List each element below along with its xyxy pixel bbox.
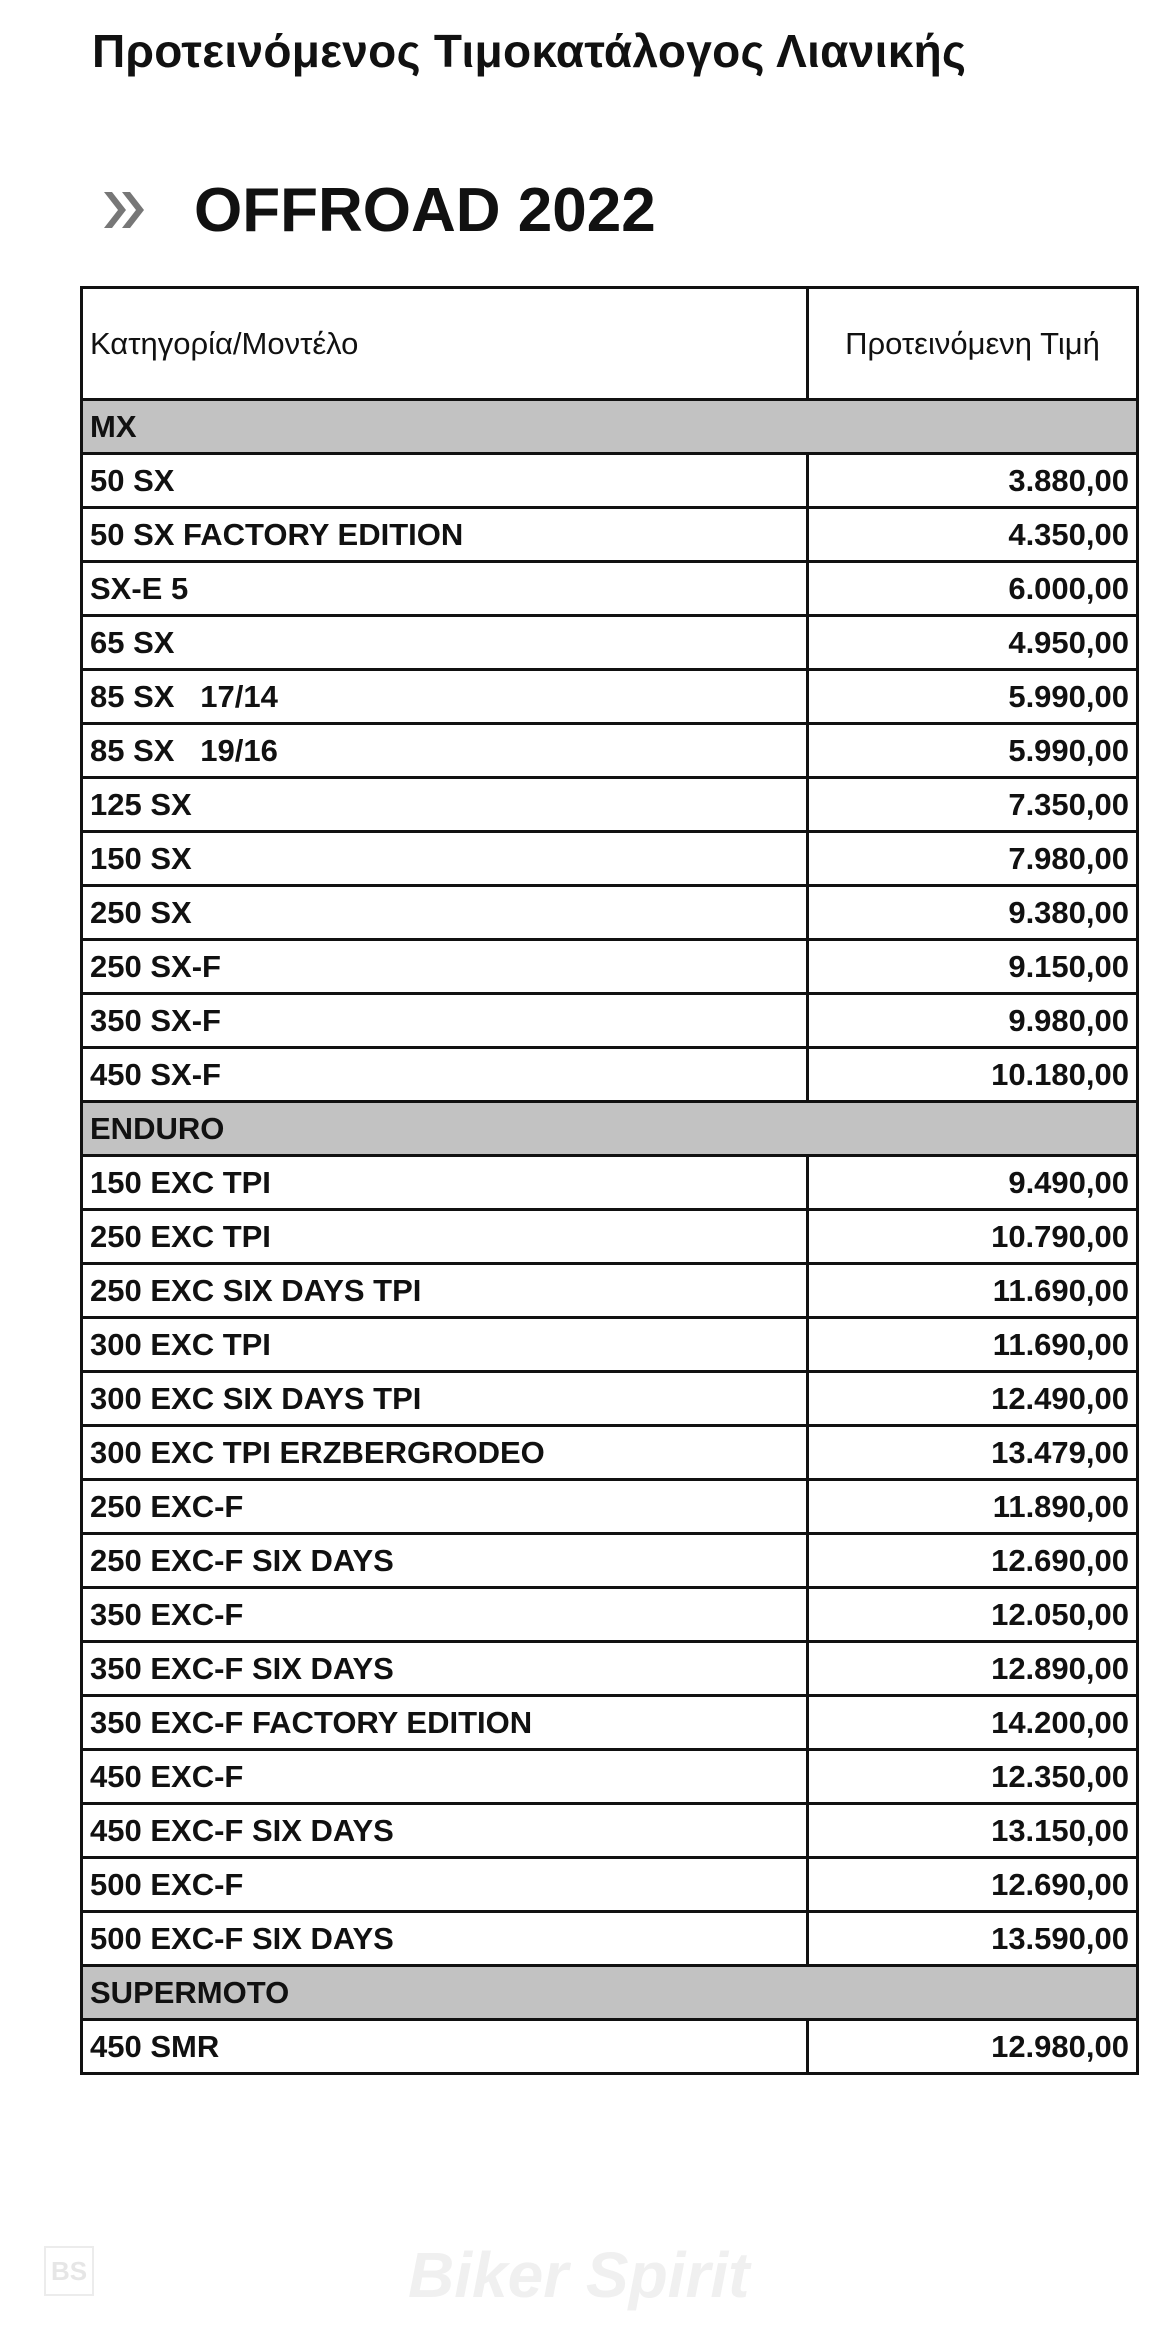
table-row [82, 1372, 1138, 1426]
model-price: 5.990,00 [808, 724, 1138, 778]
table-row [82, 1426, 1138, 1480]
model-name: 50 SX [82, 454, 808, 508]
header-price: Προτεινόμενη Τιμή [808, 288, 1138, 400]
category-row [82, 1102, 1138, 1156]
model-price: 7.980,00 [808, 832, 1138, 886]
table-row [82, 1156, 1138, 1210]
table-header-row [82, 288, 1138, 400]
table-row [82, 670, 1138, 724]
model-price: 13.479,00 [808, 1426, 1138, 1480]
model-name: 300 EXC TPI [82, 1318, 808, 1372]
model-price: 11.890,00 [808, 1480, 1138, 1534]
model-price: 9.150,00 [808, 940, 1138, 994]
category-row [82, 400, 1138, 454]
model-name: 350 EXC-F SIX DAYS [82, 1642, 808, 1696]
price-table [80, 286, 1139, 2075]
model-price: 9.380,00 [808, 886, 1138, 940]
model-price: 9.490,00 [808, 1156, 1138, 1210]
table-row [82, 1534, 1138, 1588]
model-price: 12.690,00 [808, 1858, 1138, 1912]
model-name: 500 EXC-F SIX DAYS [82, 1912, 808, 1966]
table-row [82, 454, 1138, 508]
model-name: 250 SX [82, 886, 808, 940]
model-name: 150 EXC TPI [82, 1156, 808, 1210]
model-price: 12.350,00 [808, 1750, 1138, 1804]
table-row [82, 1210, 1138, 1264]
model-price: 13.590,00 [808, 1912, 1138, 1966]
model-name: 350 EXC-F FACTORY EDITION [82, 1696, 808, 1750]
model-price: 12.890,00 [808, 1642, 1138, 1696]
table-row [82, 832, 1138, 886]
watermark-text: Biker Spirit [408, 2239, 750, 2311]
category-name: SUPERMOTO [82, 1966, 1138, 2020]
page-title: Προτεινόμενος Τιμοκατάλογος Λιανικής [92, 25, 967, 77]
category-name: MX [82, 400, 1138, 454]
watermark-logo: BS [44, 2246, 94, 2296]
model-name: 85 SX 19/16 [82, 724, 808, 778]
model-price: 14.200,00 [808, 1696, 1138, 1750]
table-row [82, 1750, 1138, 1804]
model-name: 300 EXC TPI ERZBERGRODEO [82, 1426, 808, 1480]
model-price: 4.350,00 [808, 508, 1138, 562]
model-price: 4.950,00 [808, 616, 1138, 670]
table-row [82, 1912, 1138, 1966]
model-name: 450 SX-F [82, 1048, 808, 1102]
model-name: 65 SX [82, 616, 808, 670]
model-name: 500 EXC-F [82, 1858, 808, 1912]
table-row [82, 508, 1138, 562]
model-price: 12.980,00 [808, 2020, 1138, 2074]
model-name: 300 EXC SIX DAYS TPI [82, 1372, 808, 1426]
model-name: 250 EXC TPI [82, 1210, 808, 1264]
section-heading [100, 170, 656, 250]
table-row [82, 1048, 1138, 1102]
model-price: 13.150,00 [808, 1804, 1138, 1858]
model-price: 11.690,00 [808, 1318, 1138, 1372]
model-name: 85 SX 17/14 [82, 670, 808, 724]
table-row [82, 562, 1138, 616]
model-price: 9.980,00 [808, 994, 1138, 1048]
table-row [82, 616, 1138, 670]
table-row [82, 778, 1138, 832]
table-row [82, 724, 1138, 778]
table-row [82, 940, 1138, 994]
double-chevron-right-icon [100, 186, 148, 234]
model-name: 150 SX [82, 832, 808, 886]
model-name: SX-E 5 [82, 562, 808, 616]
model-price: 5.990,00 [808, 670, 1138, 724]
model-name: 50 SX FACTORY EDITION [82, 508, 808, 562]
model-price: 12.050,00 [808, 1588, 1138, 1642]
table-row [82, 994, 1138, 1048]
table-row [82, 1804, 1138, 1858]
section-title: OFFROAD 2022 [194, 175, 656, 245]
model-price: 10.180,00 [808, 1048, 1138, 1102]
model-name: 250 EXC SIX DAYS TPI [82, 1264, 808, 1318]
table-row [82, 1588, 1138, 1642]
model-name: 350 SX-F [82, 994, 808, 1048]
model-price: 6.000,00 [808, 562, 1138, 616]
table-row [82, 1696, 1138, 1750]
table-row [82, 1480, 1138, 1534]
model-price: 3.880,00 [808, 454, 1138, 508]
table-row [82, 2020, 1138, 2074]
model-name: 250 EXC-F SIX DAYS [82, 1534, 808, 1588]
table-row [82, 1642, 1138, 1696]
model-name: 125 SX [82, 778, 808, 832]
category-name: ENDURO [82, 1102, 1138, 1156]
model-name: 450 EXC-F SIX DAYS [82, 1804, 808, 1858]
table-row [82, 1264, 1138, 1318]
model-name: 250 EXC-F [82, 1480, 808, 1534]
table-row [82, 1858, 1138, 1912]
model-price: 12.490,00 [808, 1372, 1138, 1426]
model-name: 250 SX-F [82, 940, 808, 994]
table-row [82, 886, 1138, 940]
model-price: 7.350,00 [808, 778, 1138, 832]
category-row [82, 1966, 1138, 2020]
model-price: 11.690,00 [808, 1264, 1138, 1318]
model-name: 450 SMR [82, 2020, 808, 2074]
table-row [82, 1318, 1138, 1372]
model-name: 350 EXC-F [82, 1588, 808, 1642]
header-model: Κατηγορία/Μοντέλο [82, 288, 808, 400]
model-price: 10.790,00 [808, 1210, 1138, 1264]
model-name: 450 EXC-F [82, 1750, 808, 1804]
model-price: 12.690,00 [808, 1534, 1138, 1588]
